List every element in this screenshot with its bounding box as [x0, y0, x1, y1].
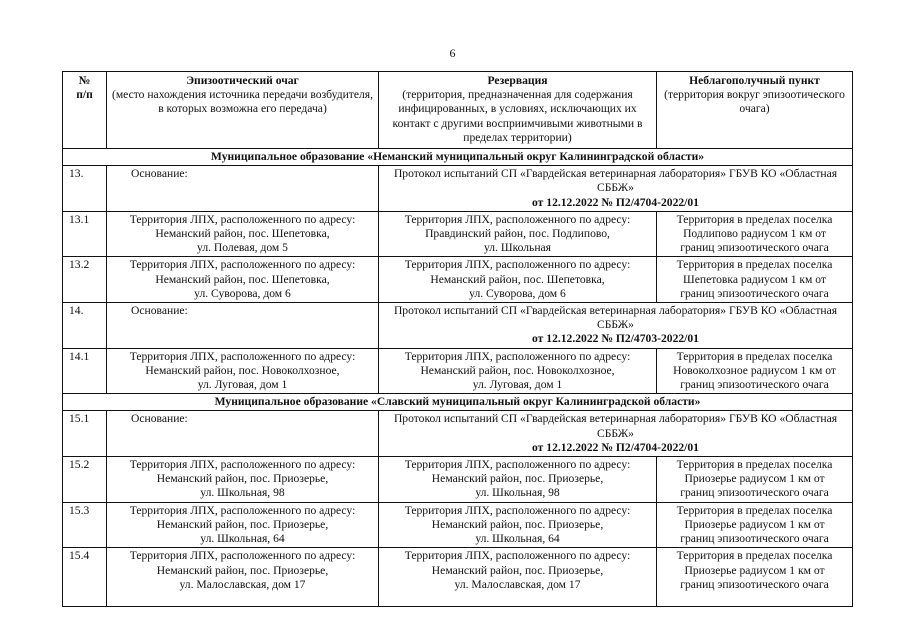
header-reservation-title: Резервация: [487, 74, 548, 87]
header-unsafe-title: Неблагополучный пункт: [689, 74, 820, 87]
reservation-cell: [379, 211, 657, 257]
protocol-date-number: от 12.12.2022 № П2/4703-2022/01: [532, 332, 699, 346]
header-num-line1: №: [78, 74, 91, 87]
focus-line: ул. Школьная, 64: [200, 532, 285, 546]
unsafe-cell: [657, 457, 853, 503]
unsafe-line: Территория в пределах поселка: [676, 212, 833, 226]
table-row: [63, 348, 853, 394]
focus-line: Территория ЛПХ, расположенного по адресу:: [129, 549, 356, 563]
unsafe-line: Приозерье радиусом 1 км от: [684, 517, 825, 531]
focus-cell: [107, 457, 379, 503]
unsafe-line: Территория в пределах поселка: [676, 458, 833, 472]
reservation-line: ул. Луговая, дом 1: [472, 378, 563, 392]
row-number: 13.1: [63, 211, 107, 257]
unsafe-line: Территория в пределах поселка: [676, 503, 833, 517]
reservation-line: ул. Суворова, дом 6: [469, 286, 566, 300]
basis-row: [63, 411, 853, 457]
table-header-row: [63, 72, 853, 149]
basis-row: [63, 166, 853, 212]
unsafe-cell: [657, 211, 853, 257]
unsafe-line: Шепетовка радиусом 1 км от: [683, 272, 826, 286]
table-row: [63, 257, 853, 303]
reservation-line: Неманский район, пос. Приозерье,: [431, 563, 604, 577]
unsafe-line: границ эпизоотического очага: [680, 577, 829, 591]
focus-line: Территория ЛПХ, расположенного по адресу:: [129, 458, 356, 472]
reservation-line: Территория ЛПХ, расположенного по адресу:: [404, 349, 631, 363]
table-body: [63, 149, 853, 607]
table-row: [63, 211, 853, 257]
row-number: 13.: [63, 166, 107, 212]
section-row: [63, 149, 853, 166]
reservation-line: Неманский район, пос. Шепетовка,: [430, 272, 605, 286]
reservation-line: Территория ЛПХ, расположенного по адресу:: [404, 258, 631, 272]
basis-protocol: [379, 411, 853, 457]
row-number: 14.: [63, 303, 107, 349]
reservation-line: Территория ЛПХ, расположенного по адресу:: [404, 503, 631, 517]
reservation-line: Территория ЛПХ, расположенного по адресу:: [404, 212, 631, 226]
focus-line: Неманский район, пос. Приозерье,: [156, 563, 329, 577]
reservation-line: Неманский район, пос. Приозерье,: [431, 517, 604, 531]
unsafe-cell: [657, 548, 853, 607]
episootic-table: [62, 71, 853, 607]
reservation-line: Территория ЛПХ, расположенного по адресу:: [404, 458, 631, 472]
basis-label: Основание:: [107, 166, 379, 212]
focus-line: Территория ЛПХ, расположенного по адресу:: [129, 258, 356, 272]
focus-line: ул. Школьная, 98: [200, 486, 285, 500]
unsafe-line: Территория в пределах поселка: [676, 349, 833, 363]
protocol-date-number: от 12.12.2022 № П2/4704-2022/01: [532, 195, 699, 209]
focus-line: ул. Луговая, дом 1: [197, 378, 288, 392]
focus-line: Неманский район, пос. Новоколхозное,: [145, 363, 340, 377]
unsafe-line: Приозерье радиусом 1 км от: [684, 563, 825, 577]
row-number: 15.3: [63, 502, 107, 548]
basis-label: Основание:: [107, 303, 379, 349]
reservation-line: ул. Школьная, 98: [475, 486, 560, 500]
unsafe-line: Территория в пределах поселка: [676, 549, 833, 563]
focus-line: Неманский район, пос. Шепетовка,: [155, 272, 330, 286]
header-unsafe: [657, 72, 853, 149]
unsafe-line: границ эпизоотического очага: [680, 241, 829, 255]
unsafe-line: Подлипово радиусом 1 км от: [683, 227, 826, 241]
unsafe-cell: [657, 502, 853, 548]
table-row: [63, 457, 853, 503]
focus-line: ул. Суворова, дом 6: [194, 286, 291, 300]
unsafe-line: Новоколхозное радиусом 1 км от: [673, 363, 836, 377]
section-title: Муниципальное образование «Славский муниципальный округ Калининградской области»: [63, 394, 853, 411]
protocol-date-number: от 12.12.2022 № П2/4704-2022/01: [532, 440, 699, 454]
reservation-line: Территория ЛПХ, расположенного по адресу:: [404, 549, 631, 563]
reservation-line: ул. Школьная, 64: [475, 532, 560, 546]
focus-line: ул. Малославская, дом 17: [179, 577, 306, 591]
header-num: [63, 72, 107, 149]
section-row: [63, 394, 853, 411]
basis-protocol: [379, 166, 853, 212]
row-number: 15.2: [63, 457, 107, 503]
reservation-line: Правдинский район, пос. Подлипово,: [425, 227, 610, 241]
unsafe-line: границ эпизоотического очага: [680, 378, 829, 392]
reservation-line: Неманский район, пос. Приозерье,: [431, 472, 604, 486]
row-number: 15.1: [63, 411, 107, 457]
reservation-cell: [379, 457, 657, 503]
protocol-line: Протокол испытаний СП «Гвардейская ветеринарная лаборатория» ГБУВ КО «Областная СББЖ»: [393, 412, 838, 440]
reservation-cell: [379, 348, 657, 394]
unsafe-line: Территория в пределах поселка: [676, 258, 833, 272]
header-num-line2: п/п: [76, 88, 93, 102]
unsafe-line: границ эпизоотического очага: [680, 486, 829, 500]
unsafe-line: границ эпизоотического очага: [680, 532, 829, 546]
page-number: 6: [449, 46, 456, 60]
protocol-line: Протокол испытаний СП «Гвардейская ветеринарная лаборатория» ГБУВ КО «Областная СББЖ»: [393, 304, 838, 332]
unsafe-cell: [657, 348, 853, 394]
basis-label: Основание:: [107, 411, 379, 457]
row-number: 14.1: [63, 348, 107, 394]
focus-line: Неманский район, пос. Приозерье,: [156, 517, 329, 531]
focus-cell: [107, 257, 379, 303]
focus-cell: [107, 548, 379, 607]
focus-line: Территория ЛПХ, расположенного по адресу:: [129, 349, 356, 363]
header-focus-desc: (место нахождения источника передачи возбудителя, в которых возможна его передача): [111, 88, 374, 116]
header-focus-title: Эпизоотический очаг: [186, 74, 299, 87]
basis-protocol: [379, 303, 853, 349]
reservation-line: ул. Малославская, дом 17: [454, 577, 581, 591]
focus-cell: [107, 348, 379, 394]
unsafe-line: Приозерье радиусом 1 км от: [684, 472, 825, 486]
protocol-line: Протокол испытаний СП «Гвардейская ветеринарная лаборатория» ГБУВ КО «Областная СББЖ»: [393, 167, 838, 195]
header-focus: [107, 72, 379, 149]
reservation-cell: [379, 548, 657, 607]
focus-line: Неманский район, пос. Приозерье,: [156, 472, 329, 486]
focus-line: ул. Полевая, дом 5: [197, 241, 288, 255]
focus-line: Территория ЛПХ, расположенного по адресу:: [129, 503, 356, 517]
focus-line: Неманский район, пос. Шепетовка,: [155, 227, 330, 241]
row-number: 13.2: [63, 257, 107, 303]
focus-cell: [107, 211, 379, 257]
reservation-cell: [379, 257, 657, 303]
focus-cell: [107, 502, 379, 548]
section-title: Муниципальное образование «Неманский муниципальный округ Калининградской области»: [63, 149, 853, 166]
header-reservation: [379, 72, 657, 149]
focus-line: Территория ЛПХ, расположенного по адресу:: [129, 212, 356, 226]
header-unsafe-desc: (территория вокруг эпизоотического очага): [664, 88, 845, 116]
header-reservation-desc: (территория, предназначенная для содержания инфицированных, в условиях, исключающих их контакт с другими восприимчивыми животными в пределах территории): [392, 88, 643, 144]
reservation-line: Неманский район, пос. Новоколхозное,: [420, 363, 615, 377]
table-row: [63, 502, 853, 548]
unsafe-line: границ эпизоотического очага: [680, 286, 829, 300]
row-number: 15.4: [63, 548, 107, 607]
unsafe-cell: [657, 257, 853, 303]
basis-row: [63, 303, 853, 349]
table-row: [63, 548, 853, 607]
reservation-line: ул. Школьная: [484, 241, 552, 255]
reservation-cell: [379, 502, 657, 548]
